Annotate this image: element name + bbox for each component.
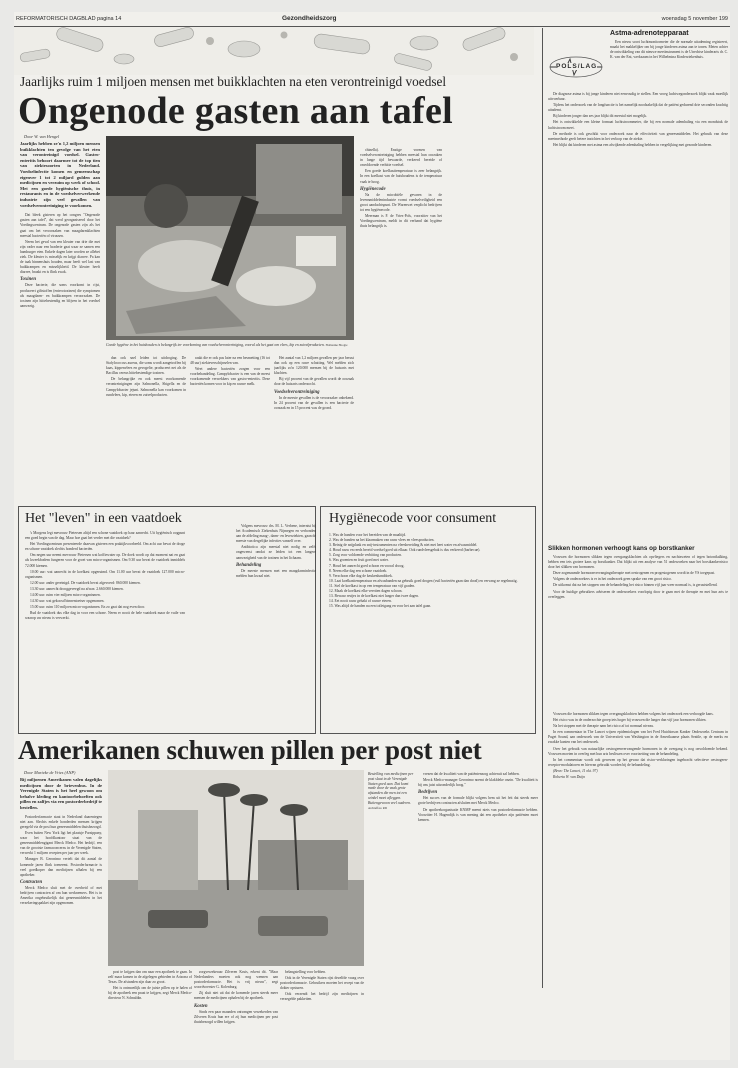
box-vaatdoek-col2 <box>236 524 316 732</box>
list-item: 11. Stel de koelkast in op een temperatuur van vijf graden. <box>329 583 416 588</box>
box-hygienecode <box>320 506 536 734</box>
sidebar-body <box>548 92 728 372</box>
paragraph: Tijdens het onderzoek van de longfunctie is het namelijk noodzakelijk dat de patiënt gedurend drie seconden krachtig uitademt. <box>548 103 728 113</box>
sidebar-title: Astma-adrenotepparaat <box>610 30 689 37</box>
timeline-entry: 13.30 uur: aanrecht drooggeveegd na afwas: 2.660.000 kiemen. <box>30 586 124 591</box>
article2-lead-column <box>20 770 102 1050</box>
paragraph: vrezen dat de kwaliteit van de patiëntenzorg achteruit zal hebben. <box>423 772 520 776</box>
list-item: 8. Neem elke dag een schone vaatdoek. <box>329 568 388 573</box>
masthead-date: woensdag 5 november 199 <box>661 16 728 22</box>
article1-col5 <box>360 148 442 502</box>
box-vaatdoek-title: Het "leven" in een vaatdoek <box>25 511 182 526</box>
photo-caption: Bestelling van medicijnen per post slaat in de Verenigde Staten goed aan. Dat komt mede door de vaak grote afstanden die men tot een winkel moet afleggen. Buitengewoon veel ouderen. <box>368 772 414 805</box>
paragraph: In een commentaar in The Lancet wijzen epidemiologen van het Fred Hutchinson Kanker Onderzoeks Centrum in Puget Sound, aan onderzoek van de Universiteit van Washington in de Amerikaanse plaats Seattle, op de merks en zwakke kanten van het onderzoek. <box>548 730 728 745</box>
paragraph: Het blijkt dat kinderen met astma een afwijkende ademhaling hebben in vergelijking met gezonde kinderen. <box>553 142 713 147</box>
subhead: Behandeling <box>236 562 262 568</box>
list-item: 9. Verschoon elke dag de keukenhanddoek. <box>329 573 393 578</box>
paragraph: Weet andere bacteriën zorgen voor een voorbehandeling. Campylobacter is een van de meest voorkomende verwekkers van gastro-enteritis. Deze bacteriën komen voor in kip en rauwe melk. <box>190 367 270 387</box>
sidebar-body3 <box>548 712 728 988</box>
paragraph: Het is ontmoeilijk om de juiste pillen op te halen of bij de apotheek een praat te krijgen, zegt Merck Medco-directeur N. Schnaldin. <box>108 986 192 1001</box>
paragraph: dan ook snel leiden tot uitdroging. De Stafylococcus aureus, die soms wordt aangetroffen bij kaas, kippenvlees en gevogelte, produceert net als de Bacillus cereus hittebestendige toxinen. <box>106 356 186 376</box>
polsslag-logo <box>548 56 604 78</box>
article1-col2 <box>106 356 186 502</box>
paragraph: Neem het geval van een kleuter van drie die met zijn vader naar een braderie gaat waar ze samen een hamburger eten. Enkele dagen later worden ze allebei ziek. De kleuter is misselijk en krijgt diarree. Pa kan de taak binnenshuis houden, maar heeft wel last van buikkrampen en misselijkheid. De kleuter heeft diarree, braakt en is flink zwak. <box>20 239 100 275</box>
paragraph: Even buiten New York ligt het plaatsje Parsippany, waar het hoofdkantoor staat van de geneesmiddelengigant Merck Medco. Het bedrijf, een van de grootste farmaconcerns in de Verenigde Staten, verwerkt 1 miljoen recepten per jaar per week. <box>20 830 102 856</box>
list-item: 1. Was de handen voor het bereiden van de maaltijd. <box>329 533 407 537</box>
paragraph: Volgens de onderzoekers is er in het onderzoek geen sprake van een groot risico. <box>553 577 672 582</box>
photo-credit: Archieffoto RD <box>368 805 387 810</box>
column-rule <box>542 28 543 988</box>
logo-text: POLS/LAG <box>556 63 598 70</box>
paragraph: Merck Medco-manager Geronimo noemt de klakbleke onzin. "De kwaliteit is bij ons juist uitzonderlijk hoog." <box>418 778 538 788</box>
paragraph: Deze bacterie, die soms voorkomt in rijst, produceert giftstoffen (enterotoxinen) die symptomen als maagdarm- en buikkrampen veroorzaken. De toxinen zijn hittebestendig en blijven in het voedsel aanwezig. <box>20 283 100 308</box>
timeline-entry: 14.00 uur: ruim vier miljoen micro-organismen. <box>30 593 101 598</box>
paragraph: De diagnose astma is bij jonge kinderen niet eenvoudig te stellen. Een vroeg luchtwegonderzoek blijkt vaak moeilijk uitvoerbaar. <box>548 92 728 102</box>
subhead: Bedrijven <box>418 790 438 796</box>
source-note: (Bron: The Lancet, 11 okt. 97) <box>553 768 598 773</box>
masthead <box>14 12 730 27</box>
section-title: Gezondheidszorg <box>282 15 337 22</box>
timeline-entry: 14.30 uur: wat gekoosd binnentoetser opgenomen. <box>30 599 105 604</box>
article1-lead-column <box>20 134 100 502</box>
article1-kicker: Jaarlijks ruim 1 miljoen mensen met buikklachten na eten verontreinigd voedsel <box>20 74 447 89</box>
paragraph: Bij vijf procent van de gevallen wordt de oorzaak door de huisarts onderzocht. <box>274 377 354 387</box>
paragraph: chinella). Enstige vormen van voedselverontreiniging hebben meestal hun oorzaken in lange tijd bewaarde, verkeerd bereide of onvoldoende verhitte voedsel. <box>360 148 442 168</box>
paragraph: In de meeste gevallen is de veroorzaker onbekend. In 24 procent van de gevallen is een bacterie de oorzaak en in 15 procent was de grond. <box>274 395 354 410</box>
paragraph: raakt die er ook pas later na een besmetting (16 tot 48 uur) ziekteverschijnselen van. <box>190 356 270 366</box>
list-item: 3. Reinig de snijplank en snij-instrumenten na vleesbereiding & niet met heet water en afwasmiddel. <box>329 543 478 548</box>
paragraph: Ook in de Verenigde Staten rijst dezelfde vraag over postorderfarmacie. Gebruikers moeten het recept van de dokter opsturen. <box>280 976 364 991</box>
article2-col3 <box>194 970 278 1050</box>
list-item: 12. Maak de koelkast elke veertien dagen schoon. <box>329 589 403 594</box>
list-item: 13. Bewaar restjes in de koelkast niet langer dan twee dagen. <box>329 594 419 599</box>
paragraph: De meeste mensen met een maagdarminfectie melden hun kwaal niet. <box>236 568 316 578</box>
article2-caption <box>368 772 416 872</box>
author-note: Roberta W. van Duijn <box>553 775 586 780</box>
paragraph: In het commentaar wordt ook gewezen op het gevaar dat risico-verklaringen ingebracht selectieve oestrogeen-receptor-modulatoren en hiervan gebruikt worden bij de behandeling. <box>548 757 728 767</box>
sidebar-intro <box>610 40 728 90</box>
paragraph: Het risico was in de onderzochte groep iets hoger bij vrouwen die langer dan vijf jaar hormonen slikten. <box>553 718 707 723</box>
paragraph: Volgens mevrouw drs. M. L. Verbene, internist bij het Academisch Ziekenhuis Nijmegen en verbonden aan de afdeling maag-, darm- en leverziekten, gaan de meeste van dergelijke infecties vanzelf over. <box>236 524 316 544</box>
photo-credit: Hollandse Hoogte <box>325 343 348 347</box>
subhead: Kosten <box>194 1003 208 1009</box>
box-hygienecode-title: Hygiënecode voor consument <box>329 511 497 526</box>
subhead: Toxinen <box>20 277 37 283</box>
article2-headline: Amerikanen schuwen pillen per post niet <box>18 735 482 765</box>
paragraph: zorgverzekeraar Zilveren Kruis, erkent dit. "Maar Nederlanders moeten ook nog wennen aan postorderfarmacie. Het is vrij nieuw", zegt woordvoerster G. Kolenburg. <box>194 970 278 990</box>
timeline-entry: 15.00 uur: ruim 110 miljoen micro-organismen. En zo gaat dat nog even door. <box>30 605 146 610</box>
paragraph: Voor de huidige gebruikers adviseren de onderzoekers voorlopig door te gaan met de therapie en met hun arts te overleggen. <box>548 589 728 599</box>
paragraph: Over het gebruik van natuurlijke oestrogeenvervangende hormonen in de overgang is nog onvoldoende bekend. Vrouwen moeten in overleg met hun arts beslissen over voortzetting van de behandeling. <box>548 746 728 756</box>
article2-col4 <box>280 970 364 1050</box>
list-item: 5. Zorg voor voldoende verhitting van producten. <box>329 553 402 558</box>
paragraph: De uitkomst dat na het stoppen van de behandeling het risico binnen vijf jaar weer normaal is, is geruststellend. <box>553 583 718 588</box>
article2-lead: Bij miljoenen Amerikanen valen dagelijks medicijnen door de brievenbus. In de Verenigde Staten is het heel gewoon om behalve kleding en kantoorbehoeften ook pillen en zalfjes via een postorderbedrijf te bestellen. <box>20 777 102 811</box>
paragraph: Antibiotica zijn meestal niet nodig en zelfs ongewenst omdat ze leiden tot een langere aanwezigheid van de toxinen in het lichaam. <box>236 545 316 560</box>
list-item: 10. Laat koelkasttemperatuur en afwasbanden na gebruik goed drogen (vuil bacteriën gaan dan dood) en vervang ze regelmatig. <box>329 578 518 583</box>
list-item: 15. Was altijd de handen na een toiletgang en voor het aan tafel gaan. <box>329 604 432 609</box>
timeline-entry: 's Morgens legt mevrouw Pietersen altijd een schone vaatdoek op haar aanrecht. Uit hygiënisch oogpunt een goed begin van de dag. Maar hoe gaat het verder met die vaatdoek? <box>25 531 185 541</box>
timeline-entry: 10.00 uur: wat aanrecht in de koelkast opgeruimd. Om 11.00 uur bevat de vaatdoek 127.000 micro-organismen. <box>25 569 185 579</box>
paragraph: Sinds een paar maanden ontvangen verzekerden van Zilveren Kruis hun ere of zij hun medicijnen per post thuisbezorgd willen krijgen. <box>194 1009 278 1024</box>
paragraph: Deze zogenaamde hormoonvervangingstherapie met oestrogenen en progestogenen wordt in de VS toegepast. <box>553 571 716 576</box>
list-item: 7. Houd het aanrecht goed schoon en vooral droog. <box>329 563 405 568</box>
paragraph: Meerman is F. de Vries-Pols, voorzitter van het Voedingscentrum, meldt in dit verband dat hygiëne thuis belangrijk is. <box>360 214 442 229</box>
article1-col4 <box>274 356 354 502</box>
list-item: 14. Eet nooit rauw gehakt of rauwe eieren. <box>329 599 392 604</box>
article1-col3 <box>190 356 270 502</box>
timeline-entry: Het Voedingscentrum presenteerde daarvan gisteren een praktijkvoorbeeld. Om acht uur bevat de droge en schone vaatdoek slechts honderd bacteriën. <box>25 542 185 552</box>
list-item: 6. Was groenten en fruit goed met water. <box>329 558 389 563</box>
paragraph: Na het stoppen met de therapie nam het risico af tot normaal niveau. <box>553 724 654 729</box>
paragraph: post te krijgen dan om naar een apotheek te gaan. In zelf maar komen in de afgelegen gebieden in Arizona of Texas. De afstanden zijn daar zo groot. <box>108 970 192 985</box>
masthead-left: REFORMATORISCH DAGBLAD pagina 14 <box>16 16 122 22</box>
article2-col5 <box>418 772 538 1050</box>
subhead: Hygiënecode <box>360 186 386 192</box>
sidebar-head2: Slikken hormonen verhoogt kans op borstkanker <box>548 545 695 552</box>
paragraph: Een goede koelkasttemperatuur is zeer belangrijk. In een koelkast van de huishoudens is de temperatuur vaak te hoog. <box>360 169 442 184</box>
paragraph: Postorderfarmacie staat in Nederland daarentegen niet aan. Slechts enkele honderden mensen krijgen geregeld via de post hun geneesmiddelen thuisbezorgd. <box>20 814 102 829</box>
paragraph: Zij sluit niet uit dat de komende jaren steeds meer mensen de medicijnen ophalen bij de apotheek. <box>194 991 278 1001</box>
paragraph: Het is ontwikkelde een kleine formaat luchtstroommeter, die bij een normale ademhaling via een mondstuk de luchtstroom meet. <box>548 120 728 130</box>
subhead: Contracten <box>20 879 43 885</box>
article2-col2 <box>108 970 192 1050</box>
article2-byline: Door Marieke de Vries (ANP) <box>24 770 76 775</box>
paragraph: Het succes van de formule blijkt volgens hem uit het feit dat steeds meer grote bedrijven contracten afsluiten met Merck Medco. <box>418 796 538 806</box>
paragraph: Merck Medco sluit met de overheid of met bedrijven contracten af om hun werknemers. Het is in Amerika ongebruikelijk dat geneesmiddelen in het verzekeringspakket zijn opgenomen. <box>20 885 102 906</box>
kitchen-photo <box>106 136 354 340</box>
paragraph: Vrouwen die hormonen slikken tegen overgangsklachten als opvliegers en nachtzweten of tegen botontkalking, hebben een iets grotere kans op borstkanker. Dat blijkt uit een analyse van 51 onderzoeken naar het borstkankerrisico door het slikken van hormonen. <box>548 555 728 570</box>
paragraph: De belangrijke en ook meest voorkomende verontreinigingen zijn Salmonella, Shigella en de Campylobacter jejuni. Salmonella kan voorkomen in rundvlees, kip, eieren en zuivelproducten. <box>106 377 186 397</box>
paragraph: belangstelling voor hebben. <box>285 970 326 974</box>
sidebar-body2 <box>548 555 728 705</box>
pills-illustration <box>14 27 534 75</box>
paragraph: Ook verzendt het bedrijf zijn medicijnen in verzegelde pakketten. <box>280 992 364 1002</box>
paragraph: Vrouwen die hormonen slikken tegen overgangsklachten hebben volgens het onderzoek een verhoogde kans. <box>553 712 714 716</box>
newspaper-page <box>14 12 730 1060</box>
paragraph: Een nieuw soort luchtmonitormeter die de normale uitademing registreert, maakt het makkelijker om bij jonge kinderen astma aan te tonen. Meten achter de ontwikkeling van dit nieuwe meetinstrument is de Utrechtse kinderarts dr. C. K. van der Ent, werkzaam in het Wilhelmina Kinderziekenhuis. <box>610 40 728 60</box>
paragraph: De methode is ook geschikt voor onderzoek naar de effectiviteit van geneesmiddelen. Het gebruik van deze meetmethode geeft betere inzichten in het verloop van de ziekte. <box>548 131 728 141</box>
article1-byline: Door W. van Hengel <box>24 134 60 139</box>
subhead: Voedselverontreiniging <box>274 389 320 395</box>
paragraph: Bij kinderen jonger dan zes jaar blijkt dit meestal niet mogelijk. <box>553 114 648 119</box>
paragraph: De apotheekorganisatie KNMP meent niets van postorderfarmacie hebben. Voorzitter H. Hagendijk is van mening dat een apotheker zijn patiënten moet kennen. <box>418 807 538 822</box>
timeline-entry: 12.00 uur: ander gereinigd. De vaatdoek bevat afgevoerd: 860.000 kiemen. <box>30 580 141 585</box>
hygiene-list <box>329 533 527 729</box>
list-item: 4. Houd rauw en reeds bereid voedsel goed uit elkaar. Ook rundvleesgebak is dus verkeerd (barbecue). <box>329 548 481 553</box>
street-photo <box>108 770 364 966</box>
list-item: 2. Was de handen na het klaarmaken van rauw vlees en vleesproducten. <box>329 538 435 543</box>
timeline-entry: Om negen uur neemt mevrouw Pietersen wat koffiewater op. De doek wordt op dat moment nat en gaat als kweekbodem fungeren voor de groei van micro-organismen. Om 9.30 uur bevat de vaatdoek inmiddels 72.000 kiemen. <box>25 553 185 568</box>
paragraph: Na de microbiële gevaren in de levensmiddelenindustrie vormt voedselveiligheid een groot aandachtspunt. De Warenwet verplicht bedrijven tot een hygiënecode. <box>360 192 442 213</box>
paragraph: Het aantal van 1,2 miljoen gevallen per jaar berust dan ook op een ruwe schatting. Wel melden zich jaarlijks zo'n 120.000 mensen bij de huisarts met klachten. <box>274 356 354 376</box>
timeline-entry: Rud de vaatdoek dus elke dag in voor een schone. Neem er nooit de hele vaatdoek maar de vuile van waarop uw nieuw is verwerkt. <box>25 611 185 621</box>
article1-headline: Ongenode gasten aan tafel <box>18 90 453 132</box>
paragraph: Dat bleek gisteren op het congres "Ongenode gasten aan tafel", dat werd georganiseerd door het Voedingscentrum. De ongenode gasten zijn als het gaat om het veroorzaken van maagdarmklachten meestal bacteriën of virussen. <box>20 213 100 238</box>
photo-caption: Goede hygiëne in het huishouden is belangrijk ter voorkoming van voedselverontreiniging, vooral als het gaat om vlees, kip en zuivelproducten. <box>106 343 325 347</box>
paragraph: Manager B. Geronimo vertelt dat dit aantal de komende jaren flink toeneemt. Postorderfarmacie is veel goedkoper dan medicijnen afhalen bij een apotheker. <box>20 857 102 877</box>
box-vaatdoek-timeline <box>25 531 185 727</box>
article1-lead: Jaarlijks hebben ze'n 1,2 miljoen mensen buikklachten ten gevolge van het eten van verontreinigd voedsel. Gastro-enteritis behoort daarmee tot de top tien van ziektesoorten in Nederland. Voedselinfectie komen en gemeenschap eigenver 1 tot 2 miljard gulden aan medicijnen en verzuim op werk of school. Met een goede hygiënische thuis, in restaurants en in de voedselverwerkende industrie zijn veel gevallen van voedselverontreiniging te voorkomen. <box>20 141 100 208</box>
